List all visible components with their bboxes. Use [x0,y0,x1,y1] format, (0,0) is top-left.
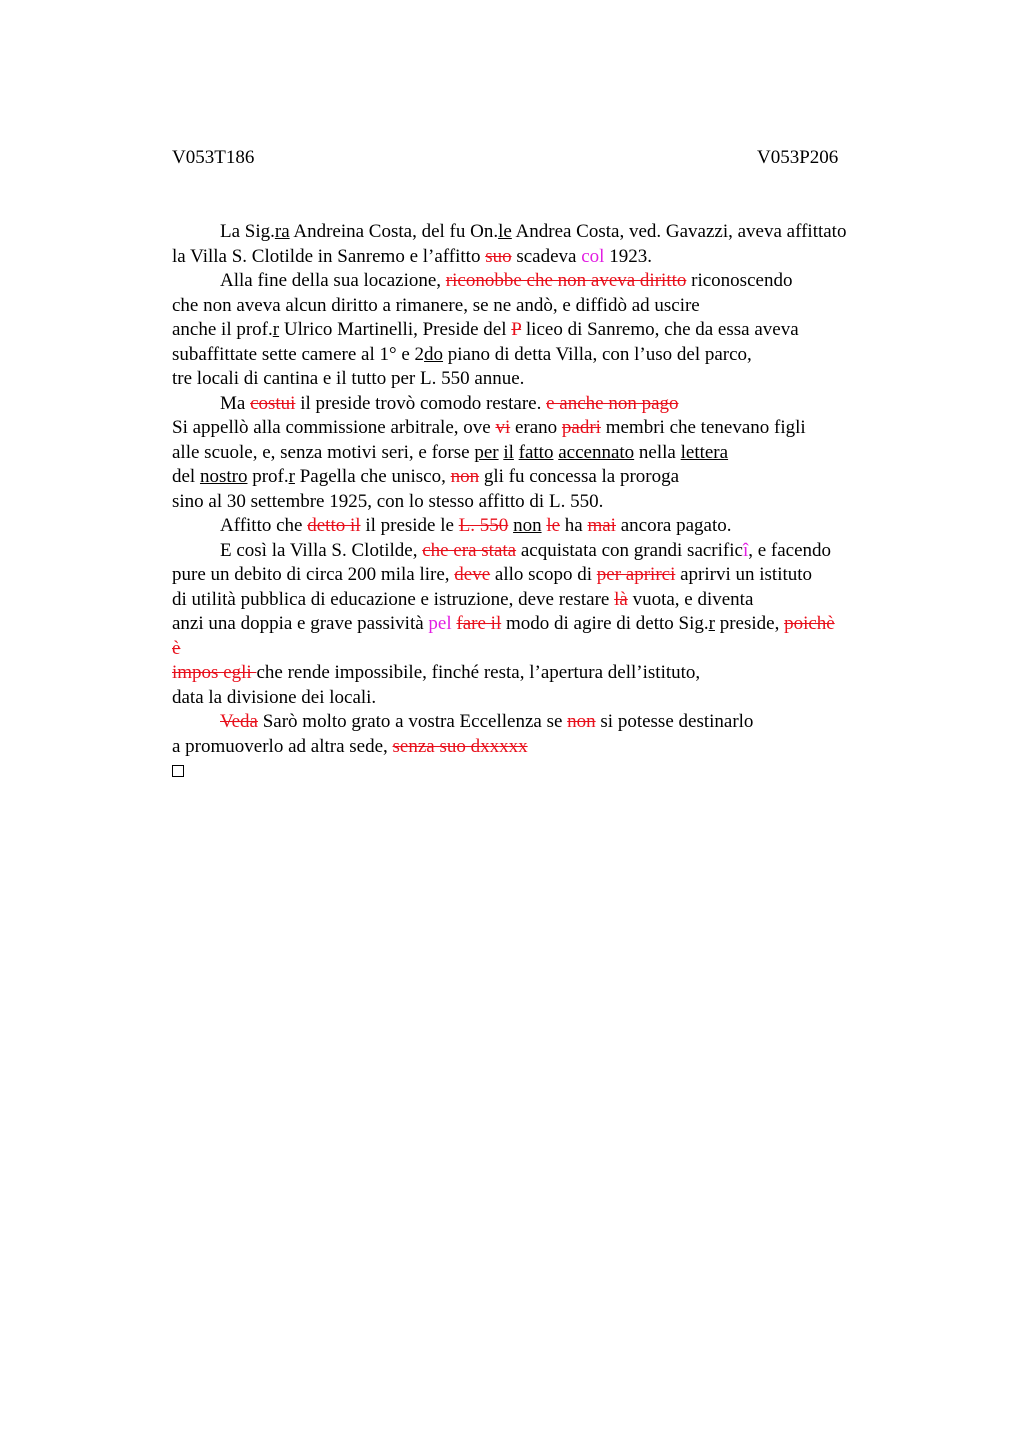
underlined-text: fatto [518,441,554,463]
text-segment: anche il prof. [172,319,273,340]
text-line [172,318,932,343]
deleted-text: padri [561,417,601,438]
deleted-text: P [511,319,522,340]
text-segment: il preside trovò comodo restare. [295,392,547,414]
text-segment: ha [560,515,588,536]
text-line [172,588,932,613]
text-segment: erano [510,417,562,438]
text-segment: piano di detta Villa, con l’uso del parco, [443,343,752,365]
text-segment: tre locali di cantina e il tutto per L. 550 annue. [172,368,525,389]
underlined-text: r [288,466,295,487]
deleted-text: riconobbe che non aveva diritto [445,270,687,291]
text-segment: , e facendo [748,539,832,561]
text-segment: Andreina Costa, del fu On. [289,221,499,242]
text-line [172,612,932,637]
text-segment: liceo di Sanremo, che da essa aveva [521,319,799,340]
text-segment: Alla fine della sua locazione, [220,270,446,291]
text-line [172,490,932,515]
underlined-text: le [498,221,512,242]
text-segment: del [172,466,200,487]
text-segment: la Villa S. Clotilde in Sanremo e l’affitto [172,245,486,267]
text-segment: allo scopo di [490,564,597,585]
text-segment: anzi una doppia e grave passività [172,613,429,634]
text-segment: Andrea Costa, ved. Gavazzi, aveva affittato [511,221,847,242]
text-line [172,514,932,539]
text-line [172,416,932,441]
text-segment: di utilità pubblica di educazione e istruzione, deve restare [172,588,615,610]
deleted-text: costui [250,392,296,414]
text-line [172,269,932,294]
underlined-text: r [708,613,715,634]
text-segment: il preside le [360,515,459,536]
text-segment: sino al 30 settembre 1925, con lo stesso affitto di L. 550. [172,490,604,512]
deleted-text: le [546,515,561,536]
text-segment: Pagella che unisco, [294,466,451,487]
deleted-text: vi [495,417,511,438]
text-segment: gli fu concessa la proroga [479,466,680,487]
deleted-text: detto il [307,515,361,536]
deleted-text: Veda [220,711,258,732]
underlined-text: do [424,343,444,365]
deleted-text: mai [587,515,616,536]
letter-body [172,220,932,784]
text-segment: nella [634,441,681,463]
underlined-text: r [272,319,280,340]
text-segment: riconoscendo [686,270,793,291]
text-line [172,294,932,319]
text-segment: preside, [714,613,785,634]
text-segment: modo di agire di detto Sig. [501,613,709,634]
text-segment: membri che tenevano figli [600,417,806,438]
header-code-right: V053P206 [757,147,839,168]
text-segment: vuota, e diventa [627,588,754,610]
deleted-text: suo [485,245,512,267]
underlined-text: lettera [680,441,729,463]
end-marker-line [172,759,932,784]
text-line [172,735,932,760]
text-line [172,392,932,417]
text-segment: data la divisione dei locali. [172,686,377,708]
inserted-text: col [581,245,605,267]
deleted-text: è [172,637,181,659]
text-segment: si potesse destinarlo [595,711,754,732]
text-segment: a promuoverlo ad altra sede, [172,735,393,757]
text-segment: che non aveva alcun diritto a rimanere, se ne andò, e diffidò ad uscire [172,294,700,316]
text-segment: aprirvi un istituto [675,564,813,585]
text-line [172,563,932,588]
text-segment: acquistata con grandi sacrific [516,539,743,561]
deleted-text: e anche non pago [546,392,679,414]
deleted-text: che era stata [422,539,517,561]
text-line [172,343,932,368]
text-segment: Ulrico Martinelli, Preside del [279,319,512,340]
underlined-text: il [503,441,514,463]
deleted-text: non [567,711,596,732]
text-segment: scadeva [511,245,582,267]
text-line [172,637,932,662]
deleted-text: senza suo dxxxxx [392,735,528,757]
underlined-text: accennato [558,441,635,463]
text-segment: E così la Villa S. Clotilde, [220,539,423,561]
header-code-left: V053T186 [172,147,255,168]
text-segment: Sarò molto grato a vostra Eccellenza se [257,711,568,732]
text-segment: prof. [247,466,289,487]
text-line [172,686,932,711]
text-segment: Si appellò alla commissione arbitrale, ove [172,417,496,438]
underlined-text: non [513,515,542,536]
deleted-text: deve [454,564,491,585]
text-segment: 1923. [604,245,652,267]
inserted-text: î [742,539,749,561]
text-segment: Affitto che [220,515,308,536]
text-line [172,367,932,392]
text-segment: pure un debito di circa 200 mila lire, [172,564,455,585]
inserted-text: pel [428,613,452,634]
text-line [172,245,932,270]
text-segment: ancora pagato. [615,515,732,536]
deleted-text: non [450,466,480,487]
text-line [172,710,932,735]
text-line [172,539,932,564]
deleted-text: fare il [456,613,502,634]
text-segment: subaffittate sette camere al 1° e 2 [172,343,425,365]
text-segment: che rende impossibile, finché resta, l’apertura dell’istituto, [256,662,701,683]
deleted-text: poichè [784,613,835,634]
text-segment: La Sig. [220,221,275,242]
text-line [172,661,932,686]
empty-square-icon [172,765,184,777]
underlined-text: ra [274,221,290,242]
text-line [172,441,932,466]
text-segment: Ma [220,392,251,414]
deleted-text: impos egli [172,662,257,683]
deleted-text: per aprirci [596,564,676,585]
deleted-text: là [614,588,628,610]
underlined-text: nostro [199,466,248,487]
text-line [172,220,932,245]
deleted-text: L. 550 [458,515,509,536]
underlined-text: per [474,441,499,463]
text-segment: alle scuole, e, senza motivi seri, e forse [172,441,475,463]
text-line [172,465,932,490]
